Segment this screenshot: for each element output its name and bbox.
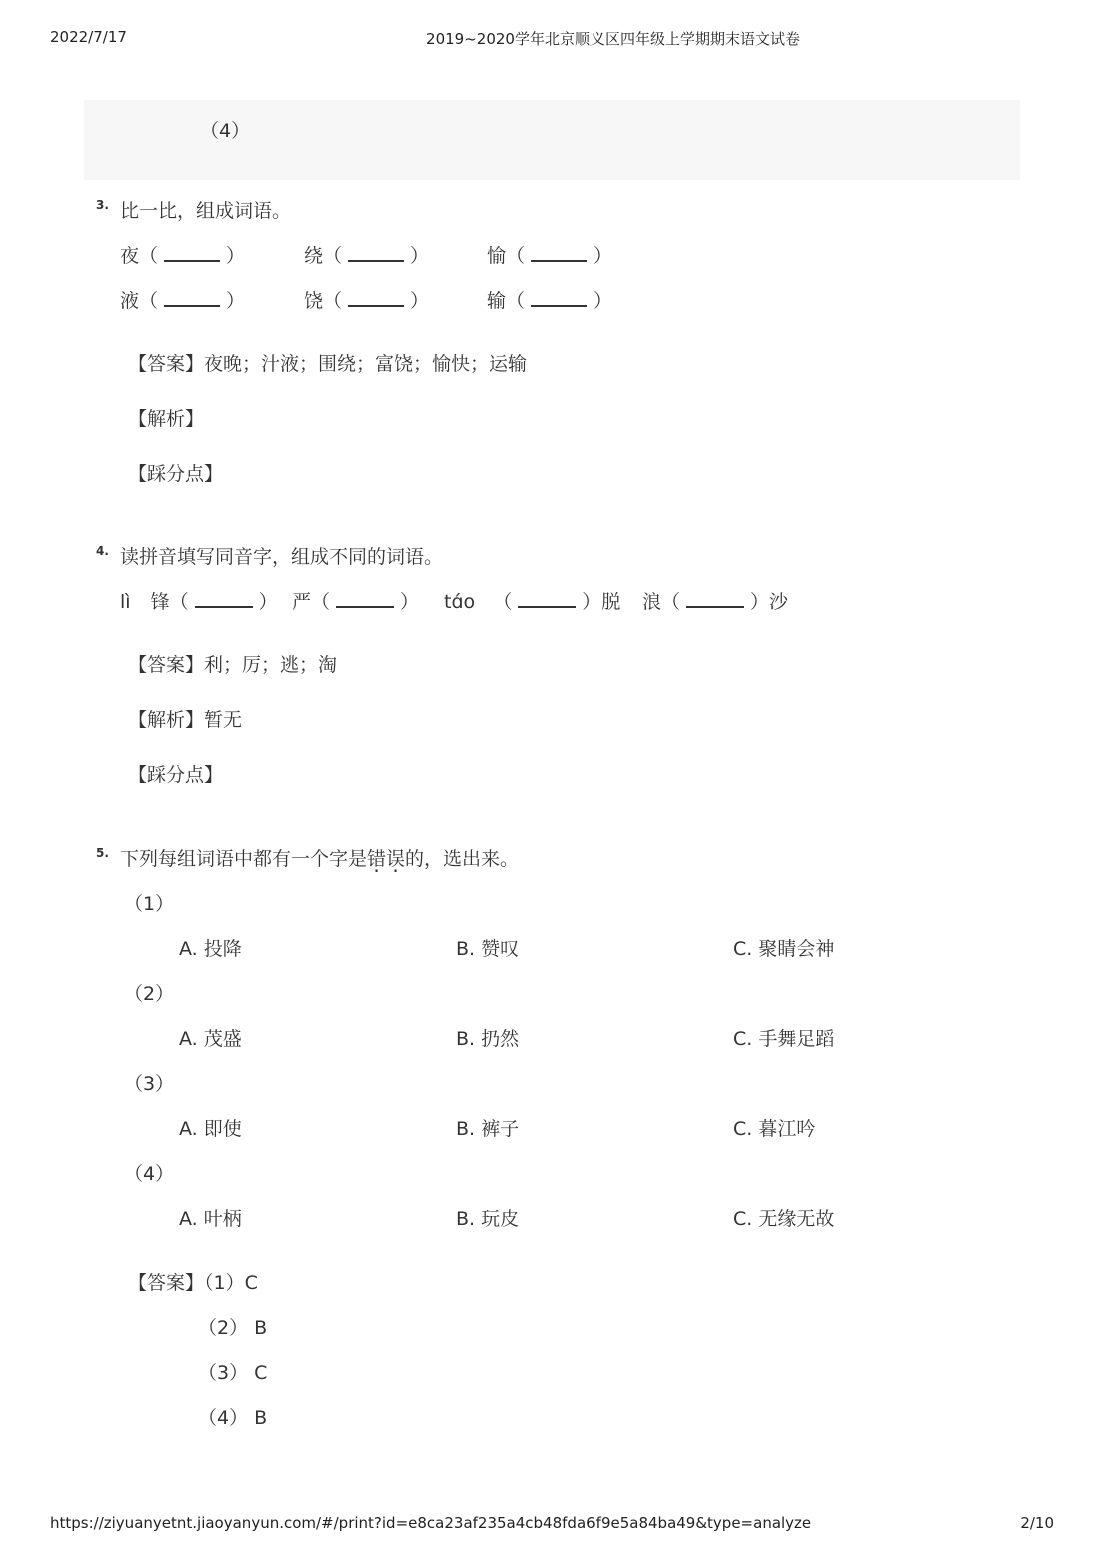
answer-line xyxy=(128,1270,258,1296)
answer-line xyxy=(128,351,527,377)
page-url: https://ziyuanyetnt.jiaoyanyun.com/#/print?id=e8ca23af235a4cb48fda6f9e5a84ba49&type=analyze xyxy=(50,1514,812,1532)
print-date: 2022/7/17 xyxy=(50,28,127,46)
analysis-label: 【解析】 xyxy=(128,709,205,731)
points-label: 【踩分点】 xyxy=(128,764,224,786)
option-c: C. 聚睛会神 xyxy=(733,938,835,960)
option-a: A. 叶柄 xyxy=(179,1208,242,1230)
document-title: 2019~2020学年北京顺义区四年级上学期期末语文试卷 xyxy=(426,30,800,48)
group-label: （3） xyxy=(124,1073,175,1095)
emphasis-char: 错 xyxy=(367,848,387,870)
answer-line xyxy=(128,652,337,678)
group-label: （2） xyxy=(124,983,175,1005)
answer-text: （4） B xyxy=(198,1407,268,1429)
fill-blank xyxy=(686,590,744,608)
fill-blank xyxy=(531,244,587,262)
previous-answer-band xyxy=(84,100,1020,180)
word-item: 液（ ） xyxy=(120,290,246,312)
page-number: 2/10 xyxy=(1020,1514,1054,1532)
option-c: C. 无缘无故 xyxy=(733,1208,835,1230)
analysis-line xyxy=(128,707,242,733)
pinyin-group-tao: tɑ́o （ ）脱 xyxy=(444,591,621,613)
answer-label: 【答案】 xyxy=(128,654,205,676)
option-b: B. 赞叹 xyxy=(456,938,520,960)
analysis-text: 暂无 xyxy=(204,709,243,731)
pinyin: lì xyxy=(120,591,131,613)
answer-text: （2） B xyxy=(198,1317,268,1339)
word-item: 饶（ ） xyxy=(304,290,430,312)
emphasis-char: 误 xyxy=(386,848,406,870)
answer-label: 【答案】 xyxy=(128,353,205,375)
option-c: C. 暮江吟 xyxy=(733,1118,816,1140)
question-stem: 比一比，组成词语。 xyxy=(120,200,292,222)
points-label: 【踩分点】 xyxy=(128,463,224,485)
word-item: 绕（ ） xyxy=(304,245,430,267)
word-item: 输（ ） xyxy=(487,290,613,312)
question-stem: 下列每组词语中都有一个字是错误的，选出来。 xyxy=(120,848,520,870)
answer-text: （3） C xyxy=(198,1362,268,1384)
option-b: B. 扔然 xyxy=(456,1028,520,1050)
fill-blank xyxy=(348,289,404,307)
answer-text: 夜晚；汁液；围绕；富饶；愉快；运输 xyxy=(204,353,528,375)
pinyin-group-li: lì 锋（ ） xyxy=(120,591,278,613)
fill-blank xyxy=(164,244,220,262)
previous-sub-label: （4） xyxy=(200,120,251,142)
pinyin: tɑ́o xyxy=(444,591,476,613)
option-a: A. 即使 xyxy=(179,1118,242,1140)
fill-blank xyxy=(518,590,576,608)
question-stem: 读拼音填写同音字，组成不同的词语。 xyxy=(120,546,444,568)
option-b: B. 裤子 xyxy=(456,1118,520,1140)
word-item: 愉（ ） xyxy=(487,245,613,267)
fill-blank xyxy=(348,244,404,262)
question-number: 5. xyxy=(96,846,109,860)
word-item: 浪（ ）沙 xyxy=(642,591,789,613)
answer-label: 【答案】 xyxy=(128,1272,205,1294)
fill-blank xyxy=(336,590,394,608)
answer-text: （1）C xyxy=(204,1272,258,1294)
option-a: A. 投降 xyxy=(179,938,242,960)
group-label: （4） xyxy=(124,1163,175,1185)
fill-blank xyxy=(164,289,220,307)
question-number: 3. xyxy=(96,198,109,212)
option-a: A. 茂盛 xyxy=(179,1028,242,1050)
answer-text: 利；厉；逃；淘 xyxy=(204,654,338,676)
question-number: 4. xyxy=(96,544,109,558)
fill-blank xyxy=(531,289,587,307)
analysis-label: 【解析】 xyxy=(128,408,205,430)
word-item: 夜（ ） xyxy=(120,245,246,267)
group-label: （1） xyxy=(124,893,175,915)
option-b: B. 玩皮 xyxy=(456,1208,520,1230)
word-item: 严（ ） xyxy=(292,591,420,613)
option-c: C. 手舞足蹈 xyxy=(733,1028,835,1050)
fill-blank xyxy=(195,590,253,608)
